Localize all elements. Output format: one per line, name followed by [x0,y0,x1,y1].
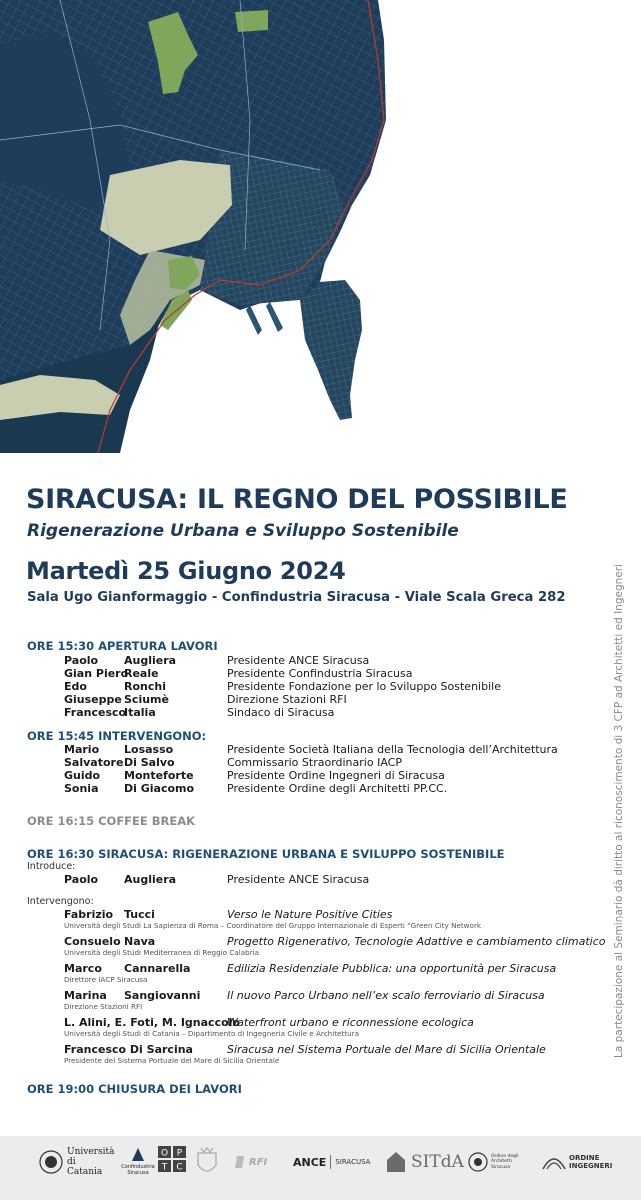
logo-label: Ordine degli Architetti Siracusa [491,1153,519,1170]
speaker-first-name: Salvatore [64,756,124,769]
talk-speaker-first: Consuelo [64,935,121,948]
opening-heading: ORE 15:30 APERTURA LAVORI [27,639,218,653]
logo-universita-catania [38,1146,115,1178]
talk-affiliation: Università degli Studi La Sapienza di Roma – Coordinatore del Gruppo Internazionale di Esperti “Green City Network [64,921,482,930]
speaker-role: Presidente Ordine degli Architetti PP.CC. [227,782,448,795]
cfp-note: La partecipazione al Seminario dà diritto al riconoscimento di 3 CFP ad Architetti ed Ingegneri [613,563,625,1058]
talk-title: Siracusa nel Sistema Portuale del Mare di Sicilia Orientale [227,1043,546,1056]
optc-icon [158,1146,186,1172]
ance-icon [330,1155,331,1169]
logo-label: Università di Catania [67,1147,115,1177]
talk-speaker-names: Francesco Di Sarcina [64,1043,193,1056]
talk-affiliation: Università degli Studi Mediterranea di Reggio Calabria [64,948,260,957]
sitda-icon [385,1150,407,1174]
logo-label: Confindustria Siracusa [121,1164,155,1176]
logo-label: RFI [249,1156,268,1168]
speaker-last-name: Losasso [124,743,174,756]
logo-sublabel: SIRACUSA [335,1158,371,1166]
talk-speaker-last: Sangiovanni [124,989,201,1002]
speaker-last-name: Augliera [124,654,177,667]
speaker-first-name: Francesco [64,706,127,719]
speaker-last-name: Ronchi [124,680,166,693]
introduce-label: Introduce: [27,861,76,872]
talk-title: Edilizia Residenziale Pubblica: una opportunità per Siracusa [227,962,557,975]
page-title: SIRACUSA: IL REGNO DEL POSSIBILE [26,484,568,515]
talk-affiliation: Presidente del Sistema Portuale del Mare di Sicilia Orientale [64,1056,280,1065]
closing-heading: ORE 19:00 CHIUSURA DEI LAVORI [27,1082,242,1096]
logo-label: ORDINE INGEGNERI [569,1154,613,1170]
logo-confindustria [118,1146,158,1178]
logo-label: SITdA [411,1152,464,1172]
speaker-role: Sindaco di Siracusa [227,706,335,719]
logo-comune-siracusa [196,1146,221,1178]
speaker-first-name: Guido [64,769,101,782]
svg-text:T: T [161,1162,168,1172]
interventions-heading: ORE 15:45 INTERVENGONO: [27,729,207,743]
event-date: Martedì 25 Giugno 2024 [26,557,346,585]
speaker-last-name: Reale [124,667,159,680]
speaker-role: Commissario Straordinario IACP [227,756,402,769]
talk-speaker-first: Marina [64,989,107,1002]
speaker-role: Presidente Confindustria Siracusa [227,667,413,680]
speaker-first-name: Mario [64,743,100,756]
talk-title: Progetto Rigenerativo, Tecnologie Adattive e cambiamento climatico [227,935,606,948]
speaker-role: Presidente Ordine Ingegneri di Siracusa [227,769,445,782]
talk-title: Il nuovo Parco Urbano nell’ex scalo ferroviario di Siracusa [227,989,545,1002]
session-heading: ORE 16:30 SIRACUSA: RIGENERAZIONE URBANA E SVILUPPO SOSTENIBILE [27,847,505,861]
talk-affiliation: Università degli Studi di Catania – Dipartimento di Ingegneria Civile e Architettura [64,1029,360,1038]
speaker-first-name: Edo [64,680,87,693]
talk-speaker-names: L. Alini, E. Foti, M. Ignaccolo [64,1016,240,1029]
introducer-role: Presidente ANCE Siracusa [227,873,370,886]
talk-affiliation: Direzione Stazioni RFI [64,1002,143,1011]
architects-seal-icon [468,1152,488,1172]
talk-speaker-first: Marco [64,962,102,975]
engineers-icon [541,1153,567,1171]
talk-title: Waterfront urbano e riconnessione ecologica [227,1016,474,1029]
svg-text:C: C [176,1162,183,1172]
talk-speaker-first: Fabrizio [64,908,114,921]
logo-optc [158,1146,186,1178]
introducer-last-name: Augliera [124,873,177,886]
logo-sitda [385,1146,464,1178]
introducer-first-name: Paolo [64,873,99,886]
speaker-last-name: Sciumè [124,693,169,706]
logo-label: ANCE [293,1155,327,1169]
logo-ordine-architetti [468,1146,529,1178]
logo-ordine-ingegneri [541,1146,613,1178]
talk-speaker-last: Cannarella [124,962,191,975]
talk-speaker-last: Nava [124,935,156,948]
talk-speaker-last: Tucci [124,908,155,921]
event-venue: Sala Ugo Gianformaggio - Confindustria Siracusa - Viale Scala Greca 282 [27,590,566,605]
speaker-role: Presidente ANCE Siracusa [227,654,370,667]
speaker-role: Direzione Stazioni RFI [227,693,347,706]
logo-ance [293,1146,370,1178]
coffee-break-heading: ORE 16:15 COFFEE BREAK [27,814,196,828]
page-subtitle: Rigenerazione Urbana e Sviluppo Sostenibile [27,521,459,541]
talk-affiliation: Direttore IACP Siracusa [64,975,148,984]
speakers-label: Intervengono: [27,896,94,907]
speaker-last-name: Italia [124,706,156,719]
confindustria-icon [129,1146,147,1164]
siracusa-map-illustration [0,0,390,453]
speaker-first-name: Giuseppe [64,693,122,706]
university-seal-icon [38,1149,64,1175]
city-map [0,0,390,453]
speaker-first-name: Sonia [64,782,99,795]
speaker-role: Presidente Fondazione per lo Sviluppo Sostenibile [227,680,501,693]
rfi-icon [234,1154,246,1170]
speaker-last-name: Di Salvo [124,756,175,769]
speaker-first-name: Paolo [64,654,99,667]
svg-text:P: P [176,1148,183,1159]
speaker-role: Presidente Società Italiana della Tecnologia dell’Architettura [227,743,558,756]
logo-rfi [234,1146,267,1178]
speaker-first-name: Gian Piero [64,667,129,680]
talk-title: Verso le Nature Positive Cities [227,908,393,921]
city-crest-icon [196,1147,218,1177]
speaker-last-name: Di Giacomo [124,782,195,795]
svg-text:O: O [160,1148,169,1159]
speaker-last-name: Monteforte [124,769,194,782]
